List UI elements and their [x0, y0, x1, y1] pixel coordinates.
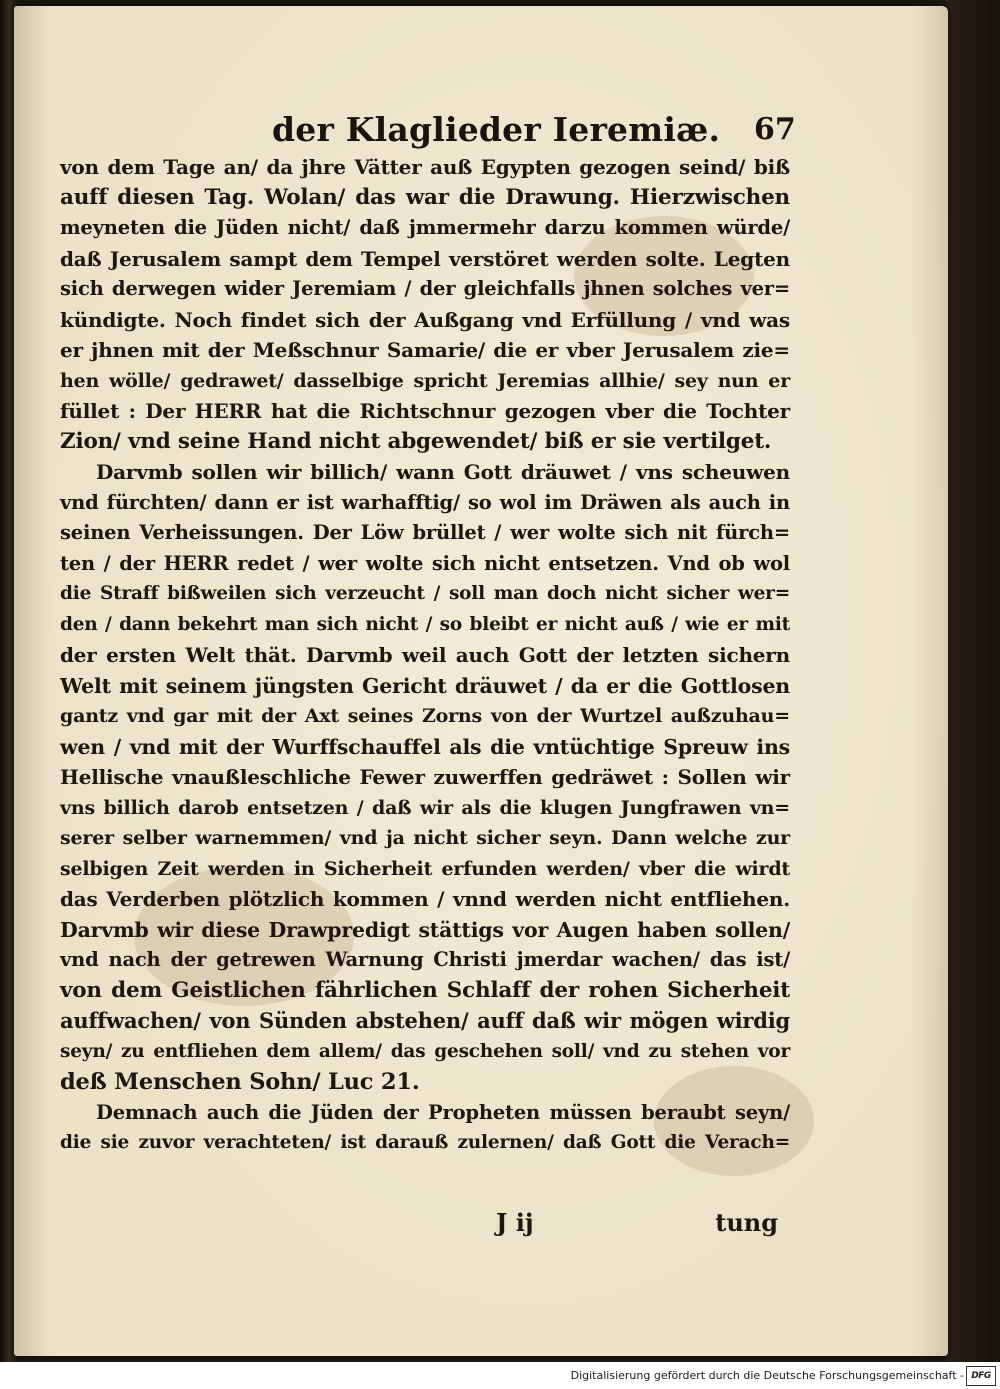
text-line: Darvmb wir diese Drawpredigt stättigs vor Augen haben sollen/	[60, 917, 790, 942]
text-line: selbigen Zeit werden in Sicherheit erfunden werden/ vber die wirdt	[60, 857, 790, 880]
catchline	[60, 1204, 790, 1244]
text-line: auff diesen Tag. Wolan/ das war die Drawung. Hierzwischen	[60, 184, 790, 210]
text-line: vns billich darob entsetzen / daß wir als die klugen Jungfrawen vn=	[60, 796, 790, 819]
text-line: Hellische vnaußleschliche Fewer zuwerffen gedräwet : Sollen wir	[60, 765, 790, 789]
text-line: seyn/ zu entfliehen dem allem/ das geschehen soll/ vnd zu stehen vor	[60, 1040, 790, 1062]
text-line: sich derwegen wider Jeremiam / der gleichfalls jhnen solches ver=	[60, 277, 790, 300]
text-line: Darvmb sollen wir billich/ wann Gott dräuwet / vns scheuwen	[96, 460, 790, 484]
text-line: wen / vnd mit der Wurffschauffel als die vntüchtige Spreuw ins	[60, 734, 790, 759]
catchword: tung	[715, 1208, 778, 1237]
text-line: Zion/ vnd seine Hand nicht abgewendet/ biß er sie vertilget.	[60, 428, 772, 454]
text-line: Welt mit seinem jüngsten Gericht dräuwet / da er die Gottlosen	[60, 673, 790, 698]
text-line: deß Menschen Sohn/ Luc 21.	[60, 1069, 420, 1095]
text-line: gantz vnd gar mit der Axt seines Zorns von der Wurtzel außzuhau=	[60, 705, 790, 727]
funding-credit: Digitalisierung gefördert durch die Deutsche Forschungsgemeinschaft -	[570, 1369, 964, 1382]
text-line: ten / der HERR redet / wer wolte sich nicht entsetzen. Vnd ob wol	[60, 551, 790, 575]
text-line: die Straff bißweilen sich verzeucht / soll man doch nicht sicher wer=	[60, 583, 790, 604]
signature-mark: J ij	[496, 1208, 534, 1237]
text-line: der ersten Welt thät. Darvmb weil auch Gott der letzten sichern	[60, 643, 790, 667]
right-edge	[946, 0, 1000, 1362]
text-line: kündigte. Noch findet sich der Außgang vnd Erfüllung / vnd was	[60, 307, 790, 332]
text-line: Demnach auch die Jüden der Propheten müssen beraubt seyn/	[96, 1100, 790, 1124]
text-line: vnd nach der getrewen Warnung Christi jmerdar wachen/ das ist/	[60, 948, 790, 971]
page-sheet	[14, 6, 948, 1356]
text-line: er jhnen mit der Meßschnur Samarie/ die er vber Jerusalem zie=	[60, 338, 790, 362]
text-line: füllet : Der HERR hat die Richtschnur gezogen vber die Tochter	[60, 399, 790, 423]
text-line: die sie zuvor verachteten/ ist darauß zulernen/ daß Gott die Verach=	[60, 1132, 790, 1153]
text-line: den / dann bekehrt man sich nicht / so bleibt er nicht auß / wie er mit	[60, 613, 790, 635]
text-line: serer selber warnemmen/ vnd ja nicht sicher seyn. Dann welche zur	[60, 827, 790, 849]
text-line: auffwachen/ von Sünden abstehen/ auff daß wir mögen wirdig	[60, 1008, 790, 1033]
text-line: von dem Tage an/ da jhre Vätter auß Egypten gezogen seind/ biß	[60, 155, 790, 179]
body-text	[60, 152, 790, 1159]
text-line: meyneten die Jüden nicht/ daß jmmermehr darzu kommen würde/	[60, 216, 790, 239]
text-line: hen wölle/ gedrawet/ dasselbige spricht Jeremias allhie/ sey nun er	[60, 369, 790, 392]
footer-bar	[0, 1362, 1000, 1389]
text-line: von dem Geistlichen fährlichen Schlaff der rohen Sicherheit	[60, 977, 790, 1003]
text-line: das Verderben plötzlich kommen / vnnd werden nicht entfliehen.	[60, 887, 790, 911]
running-title: der Klaglieder Ieremiæ.	[272, 110, 721, 149]
text-line: daß Jerusalem sampt dem Tempel verstöret werden solte. Legten	[60, 246, 790, 271]
dfg-logo: DFG	[966, 1366, 996, 1386]
text-line: vnd fürchten/ dann er ist warhafftig/ so wol im Dräwen als auch in	[60, 490, 790, 514]
page-number: 67	[754, 112, 796, 147]
text-line: seinen Verheissungen. Der Löw brüllet / wer wolte sich nit fürch=	[60, 521, 790, 544]
